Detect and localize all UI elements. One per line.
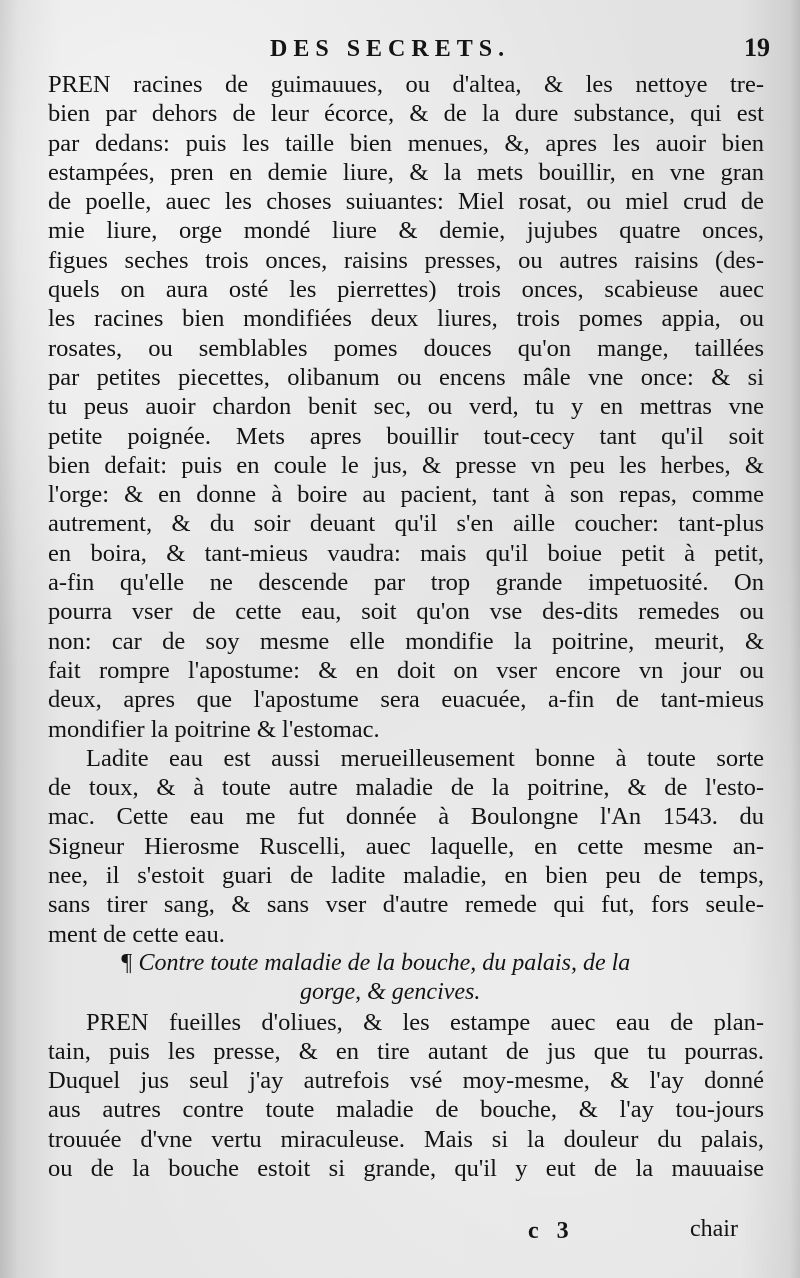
text-line: autrement, & du soir deuant qu'il s'en aille coucher: tant-plus bbox=[48, 510, 764, 538]
text-line: quels on aura osté les pierrettes) trois onces, scabieuse auec bbox=[48, 276, 764, 304]
page-footer bbox=[0, 1216, 800, 1256]
text-line: fait rompre l'apostume: & en doit on vser encore vn jour ou bbox=[48, 656, 764, 684]
text-line: PREN fueilles d'oliues, & les estampe auec eau de plan- bbox=[86, 1008, 764, 1036]
text-line: par petites piecettes, olibanum ou encens mâle vne once: & si bbox=[48, 363, 764, 391]
text-line: de poelle, auec les choses suiuantes: Miel rosat, ou miel crud de bbox=[48, 188, 764, 216]
text-line: pourra vser de cette eau, soit qu'on vse des-dits remedes ou bbox=[48, 598, 764, 626]
page-header bbox=[0, 30, 800, 70]
text-line: estampées, pren en demie liure, & la mets bouillir, en vne gran bbox=[48, 158, 764, 186]
text-line: bien par dehors de leur écorce, & de la dure substance, qui est bbox=[48, 100, 764, 128]
text-line: bien defait: puis en coule le jus, & presse vn peu les herbes, & bbox=[48, 451, 764, 479]
text-line: en boira, & tant-mieus vaudra: mais qu'il boiue petit à petit, bbox=[48, 539, 764, 567]
paragraph-olive-remedy bbox=[48, 1008, 764, 1184]
signature-mark: c 3 bbox=[528, 1218, 575, 1244]
text-line: de toux, & à toute autre maladie de la poitrine, & de l'esto- bbox=[48, 774, 764, 802]
text-line: nee, il s'estoit guari de ladite maladie, en bien peu de temps, bbox=[48, 862, 764, 890]
running-head: DES SECRETS. bbox=[270, 36, 511, 62]
page-number: 19 bbox=[744, 33, 770, 62]
text-line: par dedans: puis les taille bien menues, &, apres les auoir bien bbox=[48, 129, 764, 157]
heading-line: ¶ Contre toute maladie de la bouche, du palais, de la bbox=[120, 949, 631, 976]
text-line: mie liure, orge mondé liure & demie, jujubes quatre onces, bbox=[48, 217, 764, 245]
text-line: tu peus auoir chardon benit sec, ou verd, tu y en mettras vne bbox=[48, 393, 764, 421]
text-line: deux, apres que l'apostume sera euacuée, a-fin de tant-mieus bbox=[48, 686, 764, 714]
text-line: Ladite eau est aussi merueilleusement bonne à toute sorte bbox=[86, 744, 764, 772]
text-line: ou de la bouche estoit si grande, qu'il y eut de la mauuaise bbox=[48, 1154, 764, 1182]
text-line: petite poignée. Mets apres bouillir tout-cecy tant qu'il soit bbox=[48, 422, 764, 450]
body-text bbox=[48, 70, 764, 1183]
catchword: chair bbox=[690, 1216, 738, 1242]
text-line: les racines bien mondifiées deux liures, trois pomes appia, ou bbox=[48, 305, 764, 333]
text-line: PREN racines de guimauues, ou d'altea, & les nettoye tre- bbox=[48, 71, 764, 98]
paragraph-guimauve-remedy bbox=[48, 70, 764, 744]
text-line: Signeur Hierosme Ruscelli, auec laquelle, en cette mesme an- bbox=[48, 832, 764, 860]
text-line: trouuée d'vne vertu miraculeuse. Mais si la douleur du palais, bbox=[48, 1125, 764, 1153]
heading-line: gorge, & gencives. bbox=[300, 979, 481, 1006]
paragraph-ruscelli-note bbox=[48, 744, 764, 949]
text-line: tain, puis les presse, & en tire autant de jus que tu pourras. bbox=[48, 1037, 764, 1065]
text-line: Duquel jus seul j'ay autrefois vsé moy-mesme, & l'ay donné bbox=[48, 1067, 764, 1095]
text-line: rosates, ou semblables pomes douces qu'on mange, taillées bbox=[48, 334, 764, 362]
text-line: l'orge: & en donne à boire au pacient, tant à son repas, comme bbox=[48, 481, 764, 509]
text-line: figues seches trois onces, raisins presses, ou autres raisins (des- bbox=[48, 246, 764, 274]
text-line: ment de cette eau. bbox=[48, 920, 225, 948]
section-heading bbox=[48, 949, 764, 1008]
text-line: a-fin qu'elle ne descende par trop grande impetuosité. On bbox=[48, 569, 764, 597]
text-line: non: car de soy mesme elle mondifie la poitrine, meurit, & bbox=[48, 627, 764, 655]
text-line: mac. Cette eau me fut donnée à Boulongne l'An 1543. du bbox=[48, 803, 764, 831]
text-line: aus autres contre toute maladie de bouche, & l'ay tou-jours bbox=[48, 1096, 764, 1124]
text-line: sans tirer sang, & sans vser d'autre remede qui fut, fors seule- bbox=[48, 891, 764, 919]
text-line: mondifier la poitrine & l'estomac. bbox=[48, 715, 380, 743]
